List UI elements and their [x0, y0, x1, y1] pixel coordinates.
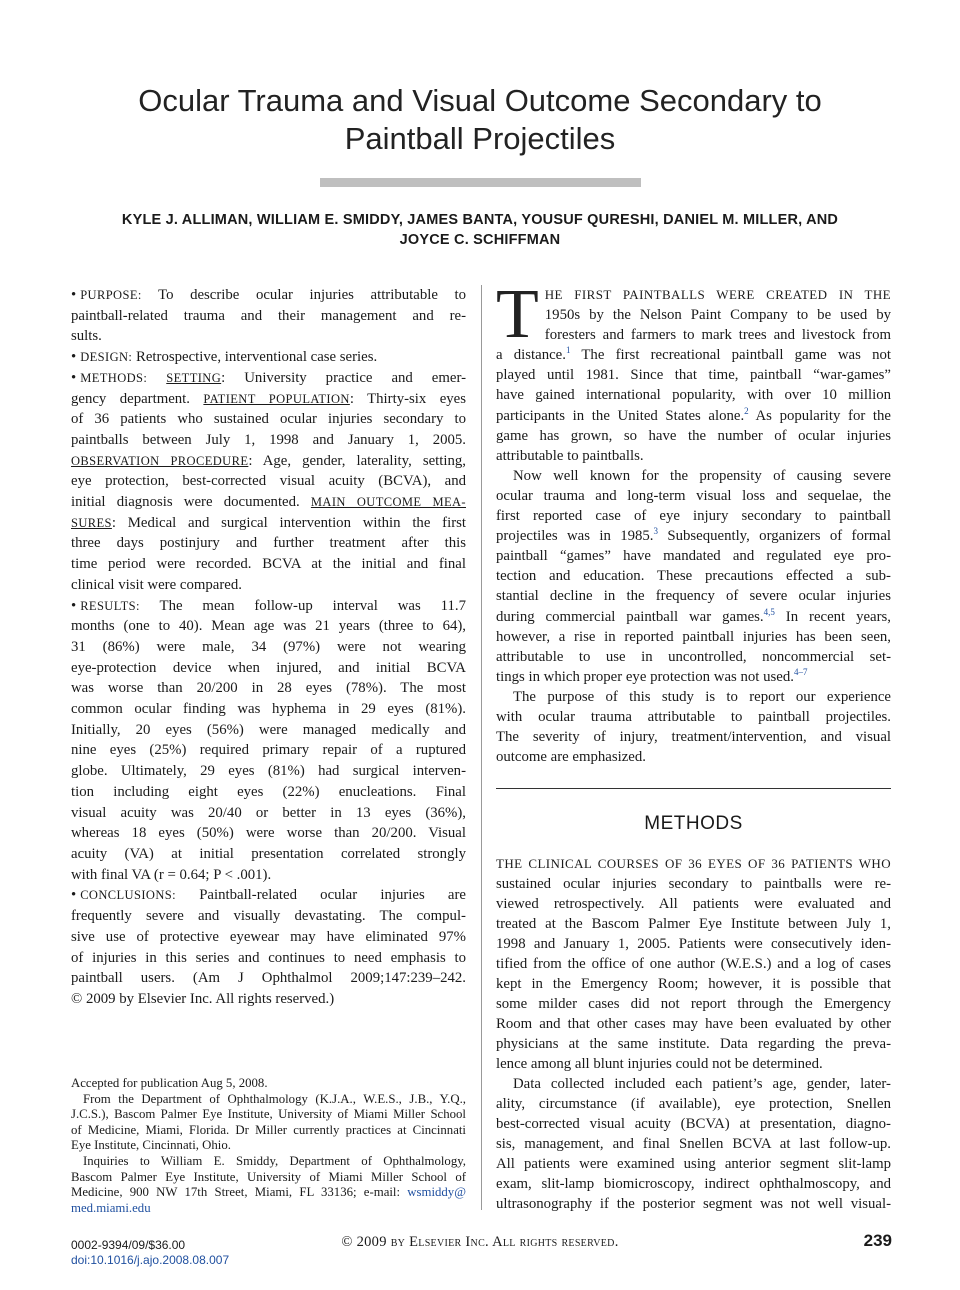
abstract-line: tion including eight eyes (22%) enucleations. Final [71, 783, 466, 800]
reference-link[interactable]: 4–7 [793, 666, 808, 677]
main-outcome-label-cont: SURES [71, 515, 112, 530]
methods-line: THE CLINICAL COURSES OF 36 EYES OF 36 PATIENTS WHO [496, 856, 891, 871]
abstract-line: paintball-related trauma and their management and re- [71, 307, 466, 324]
main-outcome-label: MAIN OUTCOME MEA- [310, 495, 466, 510]
methods-line: 1998 and January 1, 2005. Patients were consecutively iden- [496, 936, 891, 952]
abstract-line: clinical visit were compared. [71, 576, 242, 593]
abstract-line: common ocular finding was hyphema in 29 eyes (81%). [71, 701, 466, 718]
footer-identifiers [71, 1238, 229, 1268]
affiliation-line: Eye Institute, Cincinnati, Ohio. [71, 1138, 231, 1153]
intro-line: have gained international popularity, with over 10 million [496, 387, 891, 404]
inquiries-line: Inquiries to William E. Smiddy, Department of Ophthalmology, [83, 1153, 466, 1168]
intro-line: tection and education. These precautions effected a sub- [496, 568, 891, 585]
intro-line: 1950s by the Nelson Paint Company to be used by [544, 307, 891, 324]
footer-copyright: © 2009 by Elsevier Inc. All rights reserved. [341, 1234, 619, 1250]
abstract-line: • CONCLUSIONS: Paintball-related ocular injuries are [71, 887, 466, 904]
abstract-line: • RESULTS: The mean follow-up interval was 11.7 [71, 597, 466, 614]
author-list [70, 210, 890, 250]
abstract-line: visual acuity was 20/40 or better in 13 eyes (36%), [71, 804, 466, 821]
abstract-line: globe. Ultimately, 29 eyes (81%) had surgical interven- [71, 763, 466, 780]
abstract-line: three days postinjury and further treatment after this [71, 535, 466, 552]
methods-line: ultrasonography if the posterior segment was not well visual- [496, 1196, 891, 1212]
methods-line: exam, slit-lamp biomicroscopy, indirect ophthalmoscopy, and [496, 1176, 891, 1192]
intro-line: participants in the United States alone.$^2$ As popularity for the [496, 405, 891, 424]
reference-link[interactable]: 3 [653, 526, 658, 537]
conclusions-label: CONCLUSIONS: [80, 888, 176, 903]
abstract-line: time period were recorded. BCVA at the initial and final [71, 556, 466, 573]
abstract-line: nine eyes (25%) required primary repair of a ruptured [71, 742, 466, 759]
intro-line: a distance.$^1$ The first recreational paintball game was not [496, 345, 891, 364]
abstract-line: acuity (VA) at initial presentation correlated strongly [71, 845, 466, 862]
inquiries-line: Medicine, 900 NW 17th Street, Miami, FL 33136; e-mail: wsmiddy@ [71, 1185, 466, 1200]
intro-line: however, a rise in reported paintball injuries has been seen, [496, 628, 891, 645]
intro-line: attributable to paintballs. [496, 447, 644, 464]
abstract-line: OBSERVATION PROCEDURE: Age, gender, laterality, setting, [71, 452, 466, 469]
reference-link[interactable]: 1 [565, 345, 571, 356]
reference-link[interactable]: 4,5 [763, 606, 775, 617]
methods-line: best-corrected visual acuity (BCVA) at presentation, diagno- [496, 1116, 891, 1132]
intro-line: stantial decline in the frequency of severe ocular injuries [496, 588, 891, 605]
drop-cap: T [496, 276, 539, 353]
intro-line: ocular trauma and long-term visual loss and sequelae, the [496, 487, 891, 504]
intro-line: played until 1981. Since that time, paintball “war-games” [496, 367, 891, 384]
intro-line: during commercial paintball war games.$^{4,5}$ In recent years, [496, 606, 891, 625]
methods-line: some milder cases did not report through the Emergency [496, 996, 891, 1012]
methods-heading: METHODS [644, 813, 743, 834]
methods-section [496, 854, 891, 1214]
affiliation-line: J.C.S.), Bascom Palmer Eye Institute, University of Miami Miller School [71, 1107, 466, 1122]
methods-line: physicians at the same institute. Data regarding the preva- [496, 1036, 891, 1052]
article-notes [71, 1076, 466, 1216]
email-link[interactable]: wsmiddy@ [407, 1185, 466, 1200]
abstract-line: sive use of protective eyewear may have eliminated 97% [71, 928, 466, 945]
methods-line: Room and that other cases may have been evaluated by other [496, 1016, 891, 1032]
column-divider [481, 285, 482, 1210]
abstract-line: gency department. PATIENT POPULATION: Thirty-six eyes [71, 390, 466, 407]
author-line: JOYCE C. SCHIFFMAN [399, 232, 561, 248]
accepted-note: Accepted for publication Aug 5, 2008. [71, 1076, 268, 1090]
methods-label: METHODS: [80, 370, 148, 385]
introduction [496, 276, 891, 767]
methods-line: Data collected included each patient’s age, gender, later- [513, 1076, 891, 1092]
intro-line: with ocular trauma attributable to paintball projectiles. [496, 708, 891, 725]
abstract-line: Initially, 20 eyes (56%) were managed medically and [71, 721, 466, 738]
affiliation-line: of Medicine, Miami, Florida. Dr Miller currently practices at Cincinnati [71, 1122, 466, 1137]
abstract-line: © 2009 by Elsevier Inc. All rights reserved.) [71, 990, 335, 1007]
abstract-line: SURES: Medical and surgical intervention within the first [71, 514, 466, 531]
title-underline-bar [320, 178, 641, 187]
author-line: KYLE J. ALLIMAN, WILLIAM E. SMIDDY, JAMES BANTA, YOUSUF QURESHI, DANIEL M. MILLER, AND [121, 212, 839, 228]
page-number: 239 [863, 1231, 892, 1250]
methods-line: viewed retrospectively. All patients were evaluated and [496, 896, 891, 912]
methods-line: sustained ocular injuries secondary to paintballs were re- [496, 876, 891, 892]
doi-link[interactable]: doi:10.1016/j.ajo.2008.08.007 [71, 1253, 230, 1267]
intro-line: tings in which proper eye protection was not used.$^{4-7}$ [496, 666, 808, 685]
section-rule [496, 788, 891, 789]
abstract-line: paintball users. (Am J Ophthalmol 2009;147:239–242. [71, 970, 466, 987]
intro-line: attributable to use in uncontrolled, noncommercial set- [496, 648, 891, 665]
abstract-line: of injuries in this series and continues to need emphasis to [71, 949, 466, 966]
methods-line: treated at the Bascom Palmer Eye Institute between July 1, [496, 916, 891, 932]
design-label: DESIGN: [80, 350, 133, 365]
intro-line: paintball “games” have mandated and regulated eye pro- [496, 548, 891, 565]
abstract-line: was worse than 20/200 in 28 eyes (78%). The most [71, 680, 466, 697]
patient-population-label: PATIENT POPULATION [203, 391, 350, 406]
abstract-line: paintballs between July 1, 1998 and January 1, 2005. [71, 431, 466, 448]
abstract-line: months (one to 40). Mean age was 21 years (three to 64), [71, 618, 466, 635]
intro-line: The severity of injury, treatment/intervention, and visual [496, 729, 891, 746]
issn: 0002-9394/09/$36.00 [71, 1238, 186, 1252]
abstract-line: 31 (86%) were male, 34 (97%) were not wearing [71, 638, 466, 655]
abstract-line: • DESIGN: Retrospective, interventional case series. [71, 349, 378, 366]
intro-line: The purpose of this study is to report our experience [513, 688, 891, 705]
abstract [71, 285, 466, 1010]
inquiries-line: Bascom Palmer Eye Institute, University of Miami Miller School of [71, 1169, 466, 1184]
article-title [60, 82, 900, 158]
setting-label: SETTING [166, 370, 222, 385]
intro-line: outcome are emphasized. [496, 749, 646, 766]
intro-line: Now well known for the propensity of causing severe [513, 467, 891, 484]
intro-line: HE FIRST PAINTBALLS WERE CREATED IN THE [544, 287, 891, 302]
reference-link[interactable]: 2 [744, 405, 749, 416]
intro-line: foresters and farmers to mark trees and livestock from [544, 327, 891, 344]
methods-line: sis, management, and final Snellen BCVA at last follow-up. [496, 1136, 891, 1152]
abstract-line: eye protection, best-corrected visual acuity (BCVA), and [71, 473, 466, 490]
results-label: RESULTS: [80, 598, 140, 613]
observation-label: OBSERVATION PROCEDURE [71, 453, 249, 468]
abstract-line: sults. [71, 328, 102, 345]
title-line: Paintball Projectiles [344, 121, 616, 156]
methods-line: lence among all blunt injuries could not be determined. [496, 1056, 823, 1072]
abstract-line: • PURPOSE: To describe ocular injuries attributable to [71, 287, 466, 303]
methods-line: ality, circumstance (if available), eye protection, Snellen [496, 1096, 891, 1112]
intro-line: projectiles was in 1985.$^3$ Subsequently, organizers of formal [496, 526, 891, 545]
title-line: Ocular Trauma and Visual Outcome Secondary to [138, 83, 822, 118]
abstract-line: whereas 18 eyes (50%) were worse than 20/200. Visual [71, 825, 466, 842]
intro-line: game has grown, so have the number of ocular injuries [496, 427, 891, 444]
abstract-line: initial diagnosis were documented. MAIN OUTCOME MEA- [71, 494, 466, 511]
abstract-line: • METHODS: SETTING: University practice and emer- [71, 369, 467, 386]
methods-line: All patients were examined using anterior segment slit-lamp [496, 1156, 891, 1172]
abstract-line: of 36 patients who sustained ocular injuries secondary to [71, 411, 466, 428]
methods-line: tified from the office of one author (W.E.S.) and a log of cases [496, 956, 891, 972]
intro-line: first reported case of eye injury secondary to paintball [496, 508, 891, 525]
affiliation-line: From the Department of Ophthalmology (K.J.A., W.E.S., J.B., Y.Q., [83, 1091, 466, 1106]
email-link-cont[interactable]: med.miami.edu [71, 1200, 151, 1215]
inquiries-line [71, 1201, 466, 1217]
abstract-line: eye-protection device when injured, and initial BCVA [71, 659, 466, 676]
abstract-line: frequently severe and visually devastating. The compul- [71, 908, 466, 925]
purpose-label: PURPOSE: [80, 288, 142, 302]
abstract-line: with final VA (r = 0.64; P < .001). [71, 866, 272, 883]
methods-line: kept in the Emergency Room; however, it is possible that [496, 976, 891, 992]
